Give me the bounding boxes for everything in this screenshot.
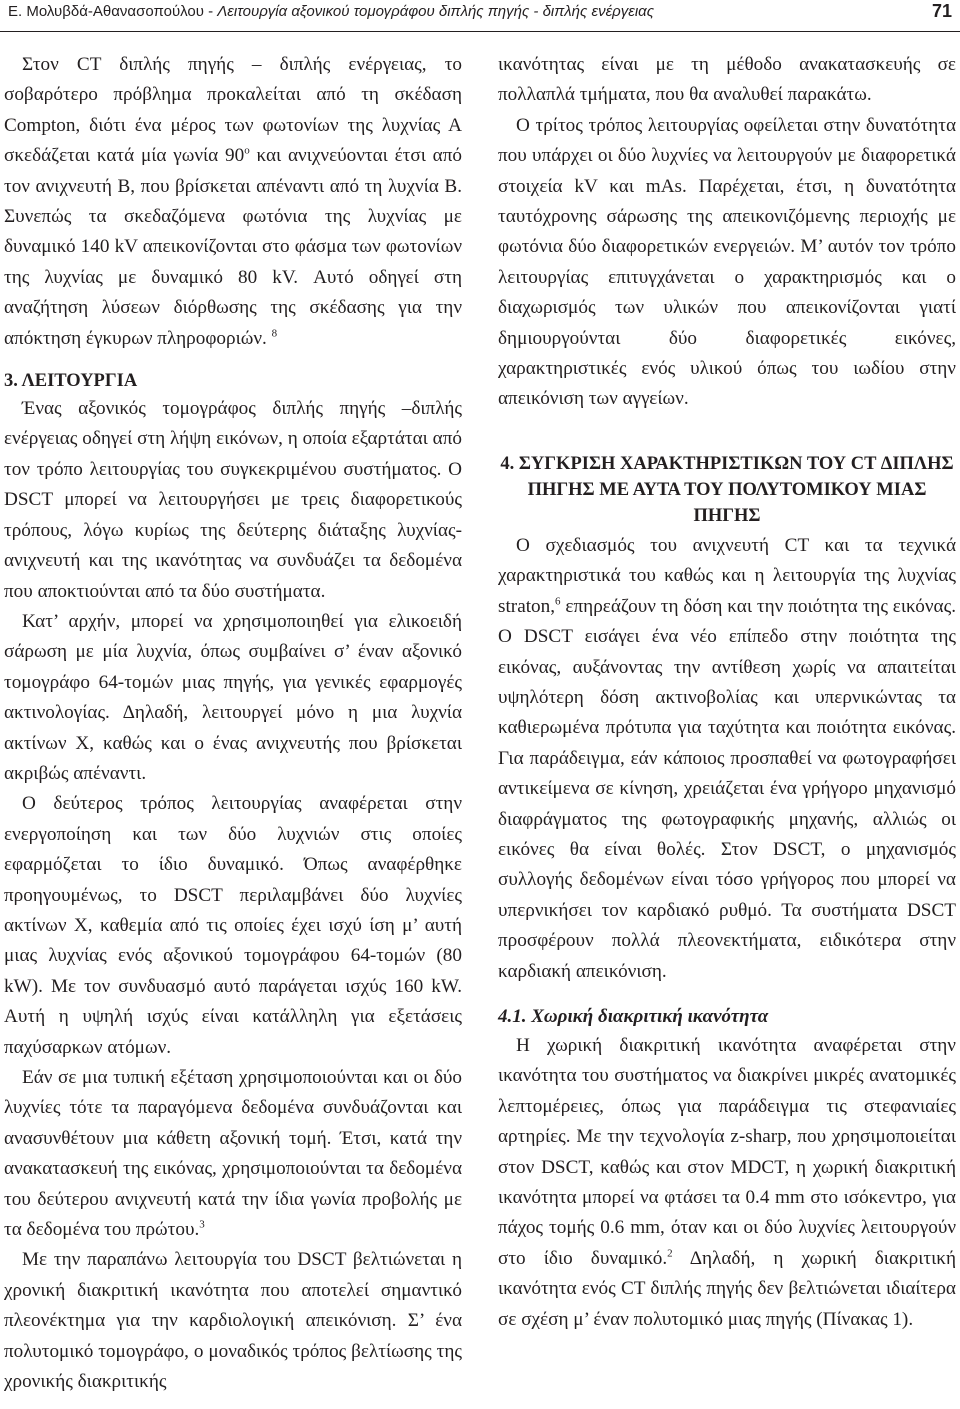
right-column: [498, 50, 956, 1335]
right-paragraph-continuation: ικανότητας είναι με τη μέθοδο ανακατασκευής σε πολλαπλά τμήματα, που θα αναλυθεί παρακάτω.: [498, 54, 956, 106]
running-header: [0, 0, 960, 32]
citation-ref: 3: [199, 1218, 205, 1231]
left-paragraph-combined-data: Εάν σε μια τυπική εξέταση χρησιμοποιούνται και οι δύο λυχνίες τότε τα παραγόμενα δεδομένα συνδυάζονται και ανασυνθέτουν μια κάθετη αξονική τομή. Έτσι, κατά την ανακατασκευή της εικόνας, χρησιμοποιούνται τα δεδομένα του δεύτερου ανιχνευτή κατά την ίδια γωνία προβολής με τα δεδομένα του πρώτου.$^3$: [4, 1067, 462, 1241]
running-header-text: [8, 3, 654, 20]
page-number: 71: [931, 1, 952, 21]
header-title: Λειτουργία αξονικού τομογράφου διπλής πηγής - διπλής ενέργειας: [217, 3, 655, 20]
degree-superscript: ο: [244, 144, 250, 157]
right-paragraph-third-mode: Ο τρίτος τρόπος λειτουργίας οφείλεται στην δυνατότητα που υπάρχει οι δύο λυχνίες να λειτουργούν με διαφορετικά στοιχεία kV και mAs. Παρέχεται, έτσι, η δυνατότητα ταυτόχρονης σάρωσης της απεικονιζόμενης περιοχής με φωτόνια δύο διαφορετικών ενεργειών. Μ’ αυτόν τον τρόπο λειτουργίας επιτυγχάνεται ο χαρακτηρισμός και ο διαχωρισμός των υλικών που απεικονίζονται γιατί δημιουργούνται δύο διαφορετικές εικόνες, χαρακτηριστικές ενός υλικού όπως του ιωδίου στην απεικόνιση των αγγείων.: [498, 114, 956, 410]
right-paragraph-comparison: Ο σχεδιασμός του ανιχνευτή CT και τα τεχνικά χαρακτηριστικά του καθώς και η λειτουργία της λυχνίας straton,$^6$ επηρεάζουν τη δόση και την ποιότητα της εικόνας. Ο DSCT εισάγει ένα νέο επίπεδο στην ποιότητα της εικόνας, αυξάνοντας την αντίθεση χωρίς να απαιτείται υψηλότερη δόση ακτινοβολίας και υπερνικώντας τα καθιερωμένα πρότυπα για ταχύτητα και ποιότητα εικόνας. Για παράδειγμα, εάν κάποιος προσπαθεί να φωτογραφήσει αντικείμενα σε κίνηση, χρειάζεται ένα γρήγορο μηχανισμό διαφράγματος της φωτογραφικής μηχανής, αλλιώς οι εικόνες θα είναι θολές. Στον DSCT, ο μηχανισμός συλλογής δεδομένων είναι τόσο γρήγορος που μπορεί να υπερνικήσει τον καρδιακό ρυθμό. Τα συστήματα DSCT προσφέρουν πολλά πλεονεκτήματα, ειδικότερα στην καρδιακή απεικόνιση.: [498, 534, 956, 982]
section-heading-3: 3. ΛΕΙΤΟΥΡΓΙΑ: [4, 371, 138, 392]
citation-ref: 2: [667, 1247, 673, 1260]
left-paragraph-compton: Στον CT διπλής πηγής – διπλής ενέργειας, το σοβαρότερο πρόβλημα προκαλείται από τη σκέδαση Compton, διότι ένα μέρος των φωτονίων της λυχνίας Α σκεδάζεται κατά μία γωνία $90^o$ και ανιχνεύονται έτσι από τον ανιχνευτή Β, που βρίσκεται απέναντι από τη λυχνία Β. Συνεπώς τα σκεδαζόμενα φωτόνια της λυχνίας με δυναμικό 140 kV απεικονίζονται στο φάσμα των φωτονίων της λυχνίας με δυναμικό 80 kV. Αυτό οδηγεί στη αναζήτηση λύσεων διόρθωσης της σκέδασης για την απόκτηση έγκυρων πληροφοριών. $^8$: [4, 54, 462, 349]
left-column: [4, 50, 462, 1397]
right-paragraph-spatial-resolution: Η χωρική διακριτική ικανότητα αναφέρεται στην ικανότητα του συστήματος να διακρίνει μικρές ανατομικές λεπτομέρειες, όπως για παράδειγμα τις στεφανιαίες αρτηρίες. Με την τεχνολογία z-sharp, που χρησιμοποιείται στον DSCT, καθώς και στον MDCT, η χωρική διακριτική ικανότητα μπορεί να φτάσει τα 0.4 mm στο ισόκεντρο, για πάχος τομής 0.6 mm, όταν και οι δύο λυχνίες λειτουργούν στο ίδιο δυναμικό.$^2$ Δηλαδή, η χωρική διακριτική ικανότητα ενός CT διπλής πηγής δεν βελτιώνεται ιδιαίτερα σε σχέση μ’ έναν πολυτομικό μιας πηγής (Πίνακας 1).: [498, 1034, 956, 1330]
header-authors: Ε. Μολυβδά-Αθανασοπούλου -: [8, 3, 218, 20]
left-paragraph-operation-intro: Ένας αξονικός τομογράφος διπλής πηγής –διπλής ενέργειας οδηγεί στη λήψη εικόνων, η οποία εξαρτάται από τον τρόπο λειτουργίας του συγκεκριμένου συστήματος. Ο DSCT μπορεί να λειτουργήσει με τρεις διαφορετικούς τρόπους, λόγω κυρίως της δεύτερης διάταξης λυχνίας- ανιχνευτή και της ικανότητας να συνδυάζει τα δεδομένα που αποκτιούνται από τα δύο συστήματα.: [4, 398, 462, 602]
citation-ref: 6: [555, 595, 561, 608]
header-rule: [0, 31, 960, 32]
section-heading-4: 4. ΣΥΓΚΡΙΣΗ ΧΑΡΑΚΤΗΡΙΣΤΙΚΩΝ ΤΟΥ CT ΔΙΠΛΗΣ ΠΗΓΗΣ ΜΕ ΑΥΤΑ ΤΟΥ ΠΟΛΥΤΟΜΙΚΟΥ ΜΙΑΣ ΠΗΓΗΣ: [500, 453, 954, 526]
subsection-heading-4-1: 4.1. Χωρική διακριτική ικανότητα: [498, 1005, 769, 1027]
left-paragraph-single-tube: Κατ’ αρχήν, μπορεί να χρησιμοποιηθεί για ελικοειδή σάρωση με μία λυχνία, όπως συμβαίνει σ’ έναν αξονικό τομογράφο 64-τομών μιας πηγής, για γενικές εφαρμογές ακτινολογίας. Δηλαδή, λειτουργεί μόνο η μια λυχνία ακτίνων Χ, καθώς και ο ένας ανιχνευτής που βρίσκεται ακριβώς απέναντι.: [4, 610, 462, 784]
left-paragraph-temporal: Με την παραπάνω λειτουργία του DSCT βελτιώνεται η χρονική διακριτική ικανότητα που αποτελεί σημαντικό πλεονέκτημα για την καρδιολογική απεικόνιση. Σ’ ένα πολυτομικό τομογράφο, ο μοναδικός τρόπος βελτίωσης της χρονικής διακριτικής: [4, 1249, 462, 1393]
citation-ref: 8: [271, 327, 278, 340]
left-paragraph-second-mode: Ο δεύτερος τρόπος λειτουργίας αναφέρεται στην ενεργοποίηση και των δύο λυχνιών στις οποίες εφαρμόζεται το ίδιο δυναμικό. Όπως αναφέρθηκε προηγουμένως, το DSCT περιλαμβάνει δύο λυχνίες ακτίνων Χ, καθεμία από τις οποίες έχει ισχύ ίση μ’ αυτή μιας λυχνίας ενός αξονικού τομογράφου 64-τομών (80 kW). Με τον συνδυασμό αυτό παράγεται ισχύς 160 kW. Αυτή η υψηλή ισχύς είναι κατάλληλη για εξετάσεις παχύσαρκων ατόμων.: [4, 793, 462, 1058]
